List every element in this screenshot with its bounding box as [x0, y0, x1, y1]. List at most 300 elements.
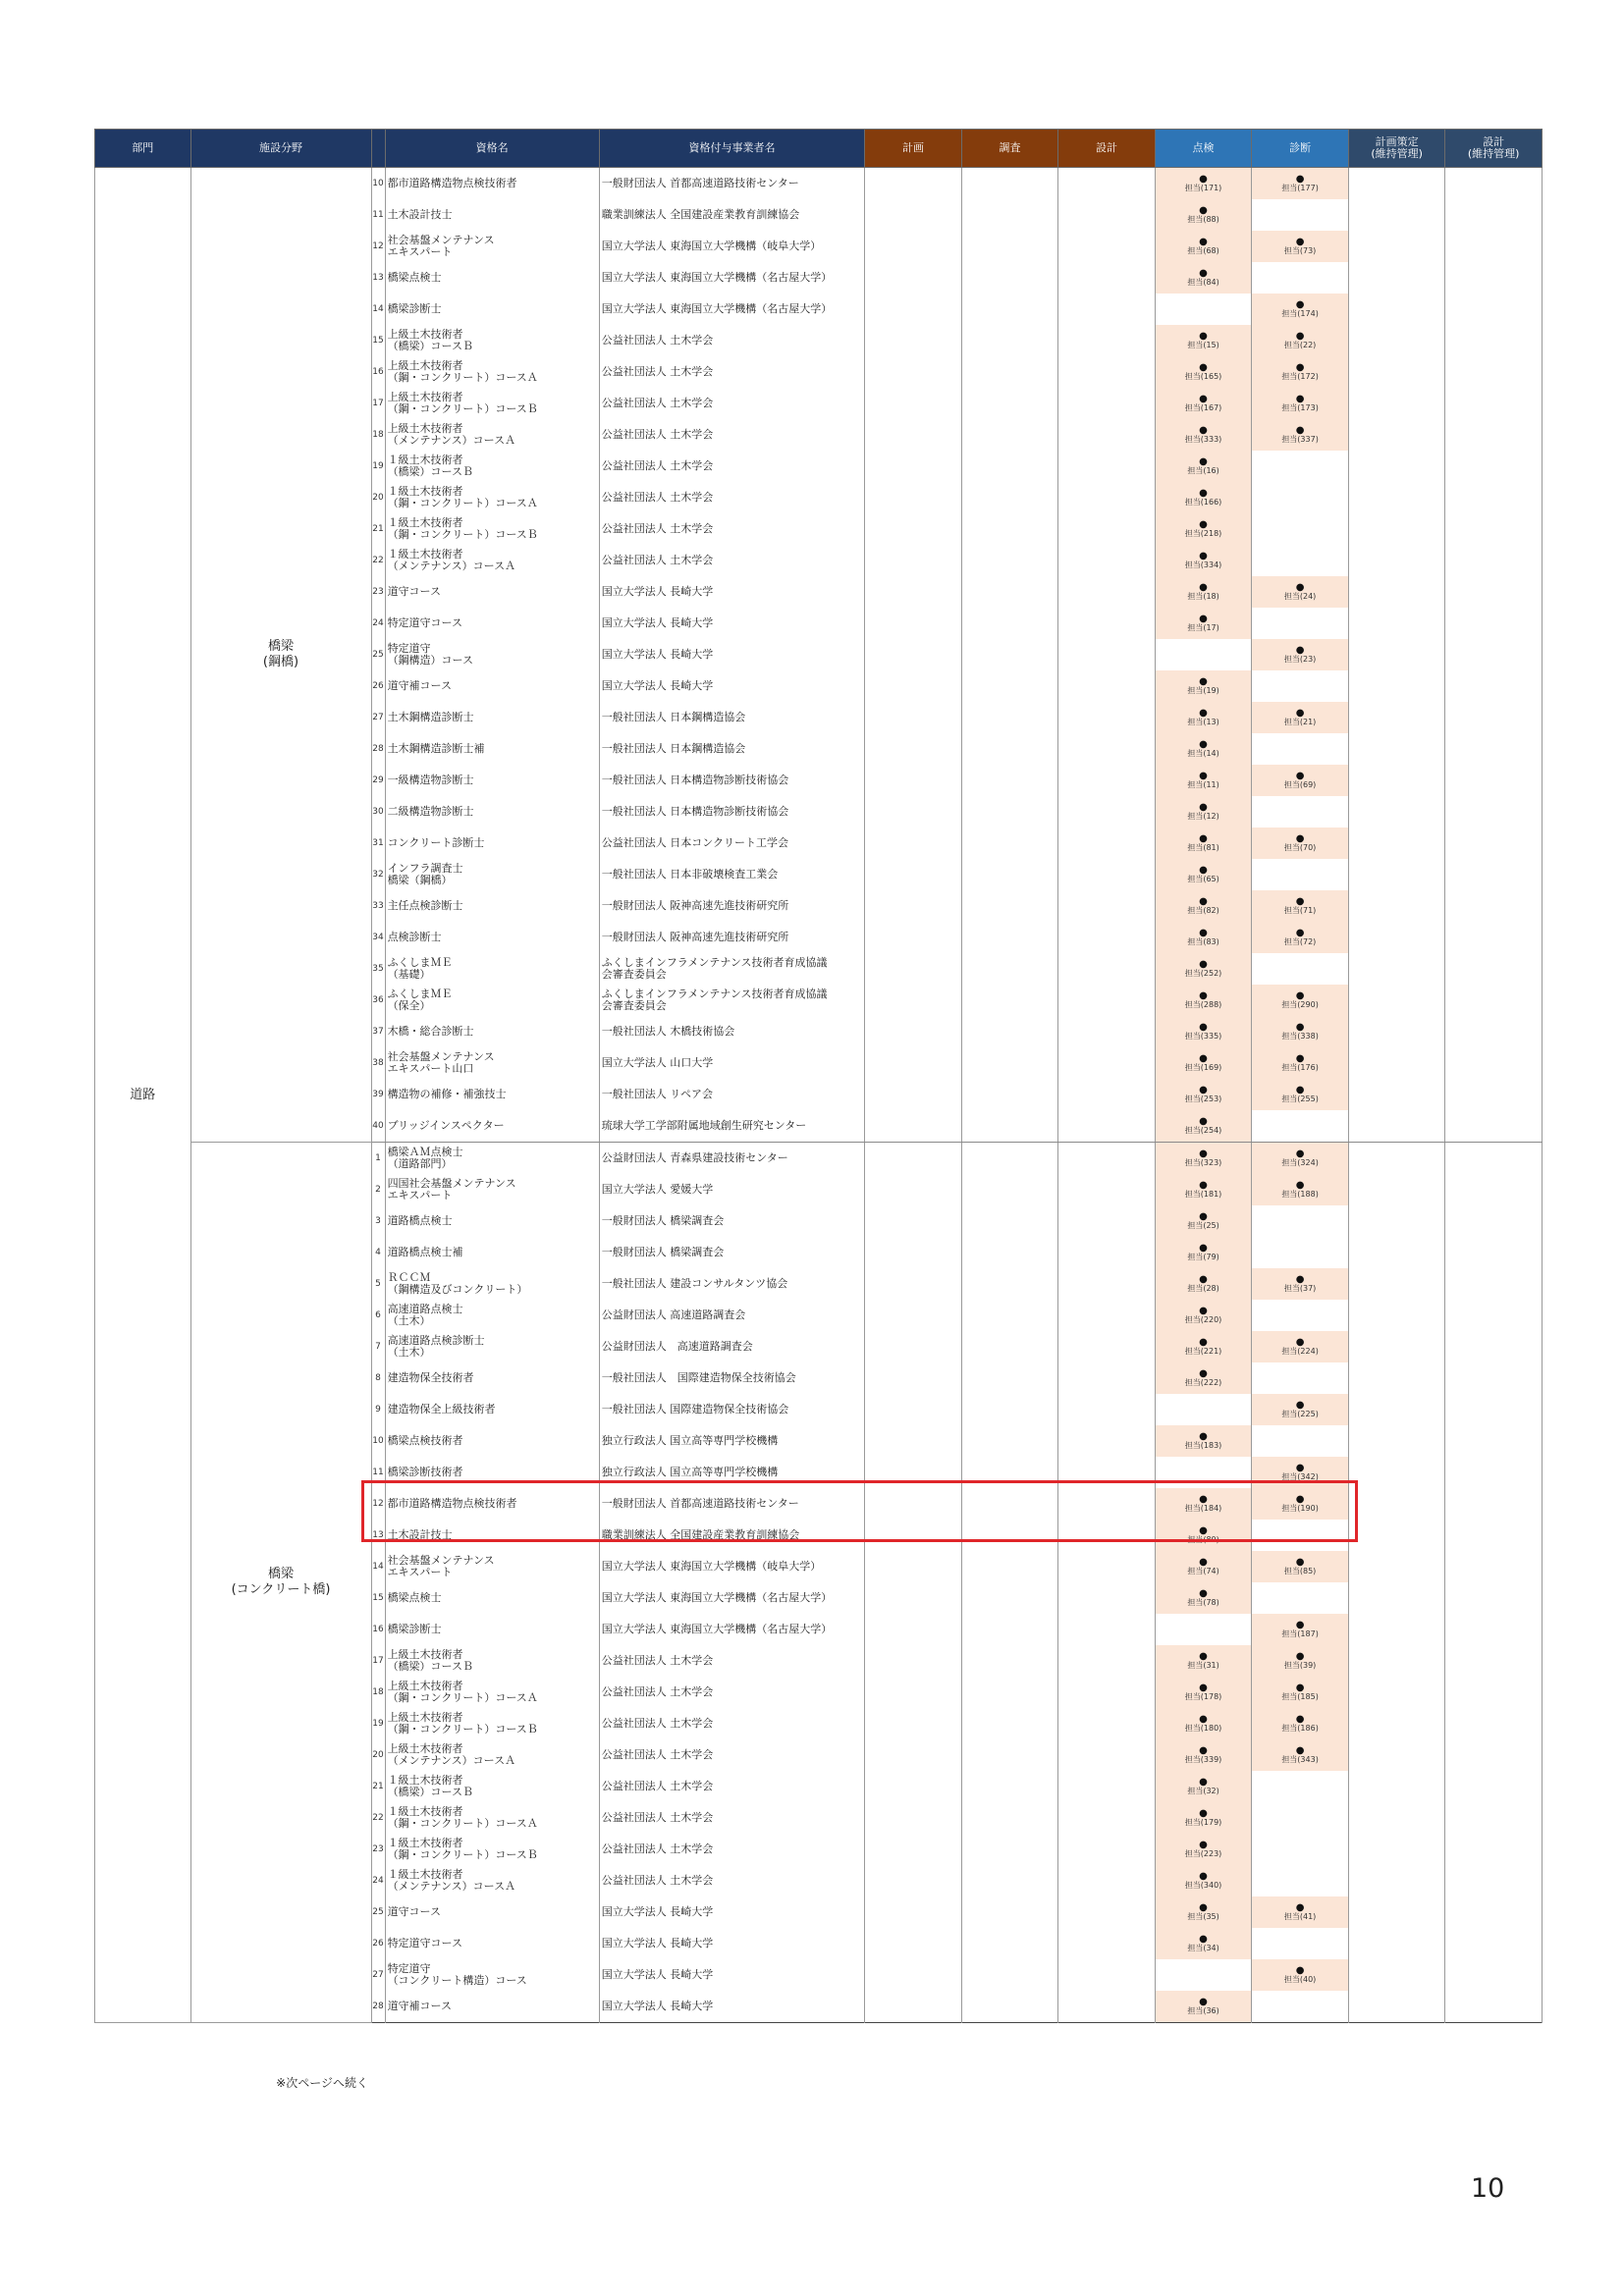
- check-label: 担当(190): [1281, 1504, 1319, 1513]
- empty-cell: [1058, 859, 1156, 890]
- check-cell: [1155, 262, 1252, 294]
- check-dot: ●: [1199, 205, 1208, 216]
- check-label: 担当(79): [1187, 1253, 1219, 1261]
- qualification-name: 上級土木技術者 （メンテナンス）コースＡ: [385, 1739, 599, 1771]
- check-dot: ●: [1295, 896, 1305, 907]
- empty-cell: [961, 1362, 1058, 1394]
- empty-cell: [1058, 1865, 1156, 1896]
- empty-cell: [865, 1174, 962, 1205]
- empty-cell: [865, 733, 962, 765]
- organization-name: 国立大学法人 長崎大学: [599, 1896, 864, 1928]
- check-cell: [1252, 545, 1349, 576]
- check-dot: ●: [1295, 833, 1305, 844]
- empty-cell: [961, 1802, 1058, 1834]
- check-cell: [1252, 1834, 1349, 1865]
- empty-cell: [961, 828, 1058, 859]
- empty-cell: [1445, 1079, 1543, 1110]
- empty-cell: [1348, 1394, 1445, 1425]
- check-dot: ●: [1199, 456, 1208, 467]
- empty-cell: [1445, 168, 1543, 200]
- qualification-name: 高速道路点検士 （土木）: [385, 1300, 599, 1331]
- empty-cell: [1348, 702, 1445, 733]
- empty-cell: [1058, 1802, 1156, 1834]
- empty-cell: [1348, 1143, 1445, 1175]
- check-cell: [1252, 388, 1349, 419]
- empty-cell: [865, 1677, 962, 1708]
- row-number: 29: [371, 765, 385, 796]
- empty-cell: [865, 953, 962, 985]
- empty-cell: [1348, 545, 1445, 576]
- organization-name: 職業訓練法人 全国建設産業教育訓練協会: [599, 1520, 864, 1551]
- check-cell: [1252, 1551, 1349, 1582]
- check-cell: [1155, 545, 1252, 576]
- organization-name: 一般社団法人 日本構造物診断技術協会: [599, 765, 864, 796]
- empty-cell: [1348, 294, 1445, 325]
- qualification-name: 道路橋点検士: [385, 1205, 599, 1237]
- check-cell: [1252, 1237, 1349, 1268]
- check-cell: [1252, 1865, 1349, 1896]
- empty-cell: [865, 1110, 962, 1143]
- check-cell: [1252, 451, 1349, 482]
- qualification-name: 上級土木技術者 （鋼・コンクリート）コースＡ: [385, 356, 599, 388]
- qualification-name: １級土木技術者 （橋梁）コースＢ: [385, 1771, 599, 1802]
- empty-cell: [1348, 513, 1445, 545]
- check-dot: ●: [1199, 551, 1208, 561]
- qualification-name: 土木設計技士: [385, 1520, 599, 1551]
- organization-name: 一般財団法人 首都高速道路技術センター: [599, 1488, 864, 1520]
- check-label: 担当(225): [1281, 1410, 1319, 1418]
- check-label: 担当(218): [1184, 529, 1222, 538]
- check-cell: [1252, 953, 1349, 985]
- empty-cell: [1348, 1677, 1445, 1708]
- check-dot: ●: [1295, 771, 1305, 781]
- row-number: 21: [371, 513, 385, 545]
- empty-cell: [865, 1047, 962, 1079]
- empty-cell: [865, 1268, 962, 1300]
- empty-cell: [961, 1047, 1058, 1079]
- qualification-name: 道守補コース: [385, 1991, 599, 2023]
- check-dot: ●: [1199, 708, 1208, 719]
- row-number: 15: [371, 325, 385, 356]
- check-dot: ●: [1199, 1714, 1208, 1725]
- empty-cell: [1348, 1834, 1445, 1865]
- empty-cell: [865, 1959, 962, 1991]
- empty-cell: [865, 1331, 962, 1362]
- header-plan: 計画: [865, 130, 962, 168]
- empty-cell: [1445, 1520, 1543, 1551]
- empty-cell: [1058, 1708, 1156, 1739]
- organization-name: 一般社団法人 木橋技術協会: [599, 1016, 864, 1047]
- empty-cell: [1445, 1771, 1543, 1802]
- empty-cell: [961, 1896, 1058, 1928]
- empty-cell: [1058, 1016, 1156, 1047]
- qualification-name: 橋梁診断士: [385, 294, 599, 325]
- organization-name: 公益社団法人 土木学会: [599, 1834, 864, 1865]
- qualification-name: 特定道守 （鋼構造）コース: [385, 639, 599, 670]
- organization-name: 一般社団法人 建設コンサルタンツ協会: [599, 1268, 864, 1300]
- row-number: 15: [371, 1582, 385, 1614]
- check-dot: ●: [1295, 928, 1305, 938]
- check-dot: ●: [1295, 1053, 1305, 1064]
- qualification-name: １級土木技術者 （鋼・コンクリート）コースＢ: [385, 1834, 599, 1865]
- check-label: 担当(181): [1184, 1190, 1222, 1199]
- row-number: 22: [371, 545, 385, 576]
- empty-cell: [865, 168, 962, 200]
- check-cell: [1252, 1771, 1349, 1802]
- check-cell: [1252, 1016, 1349, 1047]
- empty-cell: [961, 1834, 1058, 1865]
- check-dot: ●: [1295, 582, 1305, 593]
- empty-cell: [1058, 890, 1156, 922]
- empty-cell: [865, 231, 962, 262]
- check-label: 担当(17): [1187, 623, 1219, 632]
- check-cell: [1252, 199, 1349, 231]
- empty-cell: [1348, 1928, 1445, 1959]
- check-dot: ●: [1199, 268, 1208, 279]
- empty-cell: [1445, 1300, 1543, 1331]
- empty-cell: [1058, 262, 1156, 294]
- qualification-name: 道路橋点検士補: [385, 1237, 599, 1268]
- check-label: 担当(340): [1184, 1881, 1222, 1890]
- check-cell: [1155, 1928, 1252, 1959]
- check-dot: ●: [1199, 1557, 1208, 1568]
- empty-cell: [1445, 294, 1543, 325]
- check-label: 担当(222): [1184, 1378, 1222, 1387]
- check-cell: [1252, 262, 1349, 294]
- header-inspect: 点検: [1155, 130, 1252, 168]
- organization-name: 国立大学法人 長崎大学: [599, 670, 864, 702]
- row-number: 23: [371, 576, 385, 608]
- qualification-name: 上級土木技術者 （メンテナンス）コースＡ: [385, 419, 599, 451]
- qualification-name: 道守コース: [385, 576, 599, 608]
- check-label: 担当(324): [1281, 1158, 1319, 1167]
- check-dot: ●: [1295, 237, 1305, 247]
- empty-cell: [1058, 419, 1156, 451]
- empty-cell: [961, 1959, 1058, 1991]
- empty-cell: [1058, 733, 1156, 765]
- check-cell: [1155, 576, 1252, 608]
- empty-cell: [1445, 356, 1543, 388]
- check-dot: ●: [1199, 676, 1208, 687]
- table-row: [95, 1143, 1543, 1175]
- empty-cell: [1445, 1362, 1543, 1394]
- check-dot: ●: [1199, 614, 1208, 624]
- empty-cell: [1058, 1614, 1156, 1645]
- empty-cell: [1058, 796, 1156, 828]
- empty-cell: [1348, 1959, 1445, 1991]
- header-facility: 施設分野: [190, 130, 371, 168]
- check-cell: [1155, 199, 1252, 231]
- continue-note: ※次ページへ続く: [276, 2076, 368, 2090]
- check-label: 担当(39): [1283, 1661, 1317, 1670]
- check-label: 担当(188): [1281, 1190, 1319, 1199]
- check-cell: [1155, 451, 1252, 482]
- check-cell: [1155, 1991, 1252, 2023]
- check-label: 担当(88): [1187, 215, 1219, 224]
- organization-name: 一般社団法人 国際建造物保全技術協会: [599, 1394, 864, 1425]
- check-label: 担当(179): [1184, 1818, 1222, 1827]
- organization-name: 一般財団法人 首都高速道路技術センター: [599, 168, 864, 200]
- organization-name: 国立大学法人 長崎大学: [599, 608, 864, 639]
- empty-cell: [1058, 1331, 1156, 1362]
- check-cell: [1155, 1959, 1252, 1991]
- organization-name: 国立大学法人 長崎大学: [599, 576, 864, 608]
- empty-cell: [1445, 1645, 1543, 1677]
- empty-cell: [1348, 1362, 1445, 1394]
- check-cell: [1252, 482, 1349, 513]
- qualification-name: 道守補コース: [385, 670, 599, 702]
- check-dot: ●: [1199, 582, 1208, 593]
- empty-cell: [1058, 231, 1156, 262]
- check-label: 担当(16): [1187, 466, 1219, 475]
- check-dot: ●: [1295, 1463, 1305, 1473]
- row-number: 2: [371, 1174, 385, 1205]
- empty-cell: [1058, 294, 1156, 325]
- organization-name: ふくしまインフラメンテナンス技術者育成協議 会審査委員会: [599, 953, 864, 985]
- empty-cell: [1348, 1079, 1445, 1110]
- check-cell: [1155, 1582, 1252, 1614]
- check-label: 担当(172): [1281, 372, 1319, 381]
- check-label: 担当(70): [1283, 843, 1317, 852]
- check-dot: ●: [1199, 1588, 1208, 1599]
- empty-cell: [1445, 1143, 1543, 1175]
- empty-cell: [1348, 1739, 1445, 1771]
- empty-cell: [1058, 545, 1156, 576]
- check-cell: [1252, 1582, 1349, 1614]
- row-number: 14: [371, 294, 385, 325]
- qualification-name: 道守コース: [385, 1896, 599, 1928]
- empty-cell: [1348, 1174, 1445, 1205]
- empty-cell: [961, 1928, 1058, 1959]
- check-dot: ●: [1199, 1180, 1208, 1191]
- row-number: 31: [371, 828, 385, 859]
- check-label: 担当(187): [1281, 1629, 1319, 1638]
- organization-name: 公益社団法人 土木学会: [599, 1677, 864, 1708]
- empty-cell: [865, 482, 962, 513]
- empty-cell: [1348, 1110, 1445, 1143]
- check-label: 担当(337): [1281, 435, 1319, 444]
- empty-cell: [1058, 922, 1156, 953]
- empty-cell: [961, 419, 1058, 451]
- empty-cell: [961, 231, 1058, 262]
- empty-cell: [1058, 1677, 1156, 1708]
- empty-cell: [1058, 1394, 1156, 1425]
- qualification-name: １級土木技術者 （メンテナンス）コースＡ: [385, 545, 599, 576]
- qualification-name: 上級土木技術者 （橋梁）コースＢ: [385, 1645, 599, 1677]
- empty-cell: [865, 1205, 962, 1237]
- organization-name: 公益社団法人 土木学会: [599, 545, 864, 576]
- qualification-name: 高速道路点検診断士 （土木）: [385, 1331, 599, 1362]
- check-cell: [1155, 859, 1252, 890]
- empty-cell: [1058, 1237, 1156, 1268]
- organization-name: 一般財団法人 阪神高速先進技術研究所: [599, 890, 864, 922]
- check-label: 担当(252): [1184, 969, 1222, 978]
- empty-cell: [1058, 1991, 1156, 2023]
- empty-cell: [1445, 1834, 1543, 1865]
- row-number: 8: [371, 1362, 385, 1394]
- empty-cell: [1445, 890, 1543, 922]
- empty-cell: [1445, 388, 1543, 419]
- check-label: 担当(35): [1187, 1912, 1219, 1921]
- organization-name: 公益社団法人 土木学会: [599, 356, 864, 388]
- check-dot: ●: [1199, 237, 1208, 247]
- check-dot: ●: [1199, 1777, 1208, 1788]
- check-dot: ●: [1199, 1902, 1208, 1913]
- check-cell: [1155, 1677, 1252, 1708]
- empty-cell: [865, 1143, 962, 1175]
- empty-cell: [1445, 702, 1543, 733]
- empty-cell: [1445, 576, 1543, 608]
- check-dot: ●: [1295, 1494, 1305, 1505]
- empty-cell: [865, 1896, 962, 1928]
- row-number: 11: [371, 1457, 385, 1488]
- check-dot: ●: [1295, 1180, 1305, 1191]
- qualification-name: ＲＣＣＭ （鋼構造及びコンクリート）: [385, 1268, 599, 1300]
- empty-cell: [1445, 1708, 1543, 1739]
- organization-name: 国立大学法人 長崎大学: [599, 1928, 864, 1959]
- empty-cell: [961, 1582, 1058, 1614]
- empty-cell: [1348, 1802, 1445, 1834]
- empty-cell: [1348, 1645, 1445, 1677]
- check-label: 担当(31): [1187, 1661, 1219, 1670]
- check-dot: ●: [1199, 1871, 1208, 1882]
- check-dot: ●: [1199, 802, 1208, 813]
- check-dot: ●: [1199, 1085, 1208, 1095]
- qualification-name: 主任点検診断士: [385, 890, 599, 922]
- row-number: 10: [371, 1425, 385, 1457]
- check-dot: ●: [1295, 1400, 1305, 1411]
- check-label: 担当(171): [1184, 184, 1222, 192]
- check-cell: [1252, 168, 1349, 200]
- check-label: 担当(12): [1187, 812, 1219, 821]
- empty-cell: [961, 1614, 1058, 1645]
- empty-cell: [1348, 953, 1445, 985]
- check-cell: [1252, 670, 1349, 702]
- check-label: 担当(82): [1187, 906, 1219, 915]
- check-label: 担当(23): [1283, 655, 1317, 664]
- check-cell: [1252, 828, 1349, 859]
- empty-cell: [1348, 1300, 1445, 1331]
- check-cell: [1155, 608, 1252, 639]
- qualification-name: 都市道路構造物点検技術者: [385, 1488, 599, 1520]
- empty-cell: [961, 890, 1058, 922]
- empty-cell: [1445, 859, 1543, 890]
- empty-cell: [961, 1205, 1058, 1237]
- check-label: 担当(32): [1187, 1787, 1219, 1795]
- check-cell: [1252, 702, 1349, 733]
- row-number: 19: [371, 451, 385, 482]
- row-number: 27: [371, 1959, 385, 1991]
- check-cell: [1252, 796, 1349, 828]
- check-dot: ●: [1295, 1620, 1305, 1630]
- empty-cell: [1058, 670, 1156, 702]
- empty-cell: [1348, 1991, 1445, 2023]
- organization-name: 公益社団法人 日本コンクリート工学会: [599, 828, 864, 859]
- empty-cell: [865, 670, 962, 702]
- check-dot: ●: [1199, 1368, 1208, 1379]
- qualification-name: 土木設計技士: [385, 199, 599, 231]
- organization-name: ふくしまインフラメンテナンス技術者育成協議 会審査委員会: [599, 985, 864, 1016]
- header-design: 設計: [1058, 130, 1156, 168]
- organization-name: 一般社団法人 国際建造物保全技術協会: [599, 1362, 864, 1394]
- row-number: 20: [371, 482, 385, 513]
- check-dot: ●: [1199, 1022, 1208, 1033]
- check-dot: ●: [1199, 833, 1208, 844]
- qualification-name: 建造物保全上級技術者: [385, 1394, 599, 1425]
- row-number: 19: [371, 1708, 385, 1739]
- qualification-name: 木橋・総合診断士: [385, 1016, 599, 1047]
- check-dot: ●: [1295, 1557, 1305, 1568]
- empty-cell: [961, 733, 1058, 765]
- qualification-name: 都市道路構造物点検技術者: [385, 168, 599, 200]
- check-label: 担当(338): [1281, 1032, 1319, 1041]
- empty-cell: [1445, 1237, 1543, 1268]
- empty-cell: [1348, 199, 1445, 231]
- qualification-name: １級土木技術者 （鋼・コンクリート）コースＡ: [385, 482, 599, 513]
- empty-cell: [961, 796, 1058, 828]
- check-cell: [1155, 1047, 1252, 1079]
- organization-name: 公益社団法人 土木学会: [599, 1865, 864, 1896]
- empty-cell: [1348, 325, 1445, 356]
- check-dot: ●: [1295, 1085, 1305, 1095]
- row-number: 26: [371, 670, 385, 702]
- check-cell: [1155, 1739, 1252, 1771]
- empty-cell: [1058, 1079, 1156, 1110]
- empty-cell: [1348, 1708, 1445, 1739]
- empty-cell: [1348, 1425, 1445, 1457]
- empty-cell: [1445, 1582, 1543, 1614]
- empty-cell: [1058, 1645, 1156, 1677]
- empty-cell: [865, 890, 962, 922]
- header-survey: 調査: [961, 130, 1058, 168]
- check-dot: ●: [1199, 394, 1208, 404]
- check-label: 担当(80): [1187, 1535, 1219, 1544]
- empty-cell: [1445, 639, 1543, 670]
- empty-cell: [1445, 1551, 1543, 1582]
- check-dot: ●: [1199, 865, 1208, 876]
- empty-cell: [865, 1834, 962, 1865]
- empty-cell: [865, 325, 962, 356]
- empty-cell: [1445, 1896, 1543, 1928]
- check-label: 担当(253): [1184, 1095, 1222, 1103]
- empty-cell: [1348, 419, 1445, 451]
- empty-cell: [865, 1394, 962, 1425]
- check-label: 担当(18): [1187, 592, 1219, 601]
- check-label: 担当(255): [1281, 1095, 1319, 1103]
- check-cell: [1155, 1551, 1252, 1582]
- empty-cell: [865, 1614, 962, 1645]
- check-dot: ●: [1199, 1431, 1208, 1442]
- empty-cell: [961, 1079, 1058, 1110]
- empty-cell: [1348, 1457, 1445, 1488]
- qualification-name: 橋梁ＡＭ点検士 （道路部門）: [385, 1143, 599, 1175]
- check-cell: [1155, 482, 1252, 513]
- check-cell: [1252, 1645, 1349, 1677]
- facility-cell: 橋梁 (鋼橋): [190, 168, 371, 1143]
- check-label: 担当(13): [1187, 718, 1219, 726]
- row-number: 18: [371, 419, 385, 451]
- empty-cell: [1348, 765, 1445, 796]
- empty-cell: [961, 1174, 1058, 1205]
- check-cell: [1252, 1268, 1349, 1300]
- check-cell: [1252, 1708, 1349, 1739]
- check-dot: ●: [1295, 1337, 1305, 1348]
- empty-cell: [1445, 1865, 1543, 1896]
- empty-cell: [1348, 1047, 1445, 1079]
- empty-cell: [961, 576, 1058, 608]
- check-cell: [1252, 1394, 1349, 1425]
- organization-name: 国立大学法人 東海国立大学機構（名古屋大学）: [599, 294, 864, 325]
